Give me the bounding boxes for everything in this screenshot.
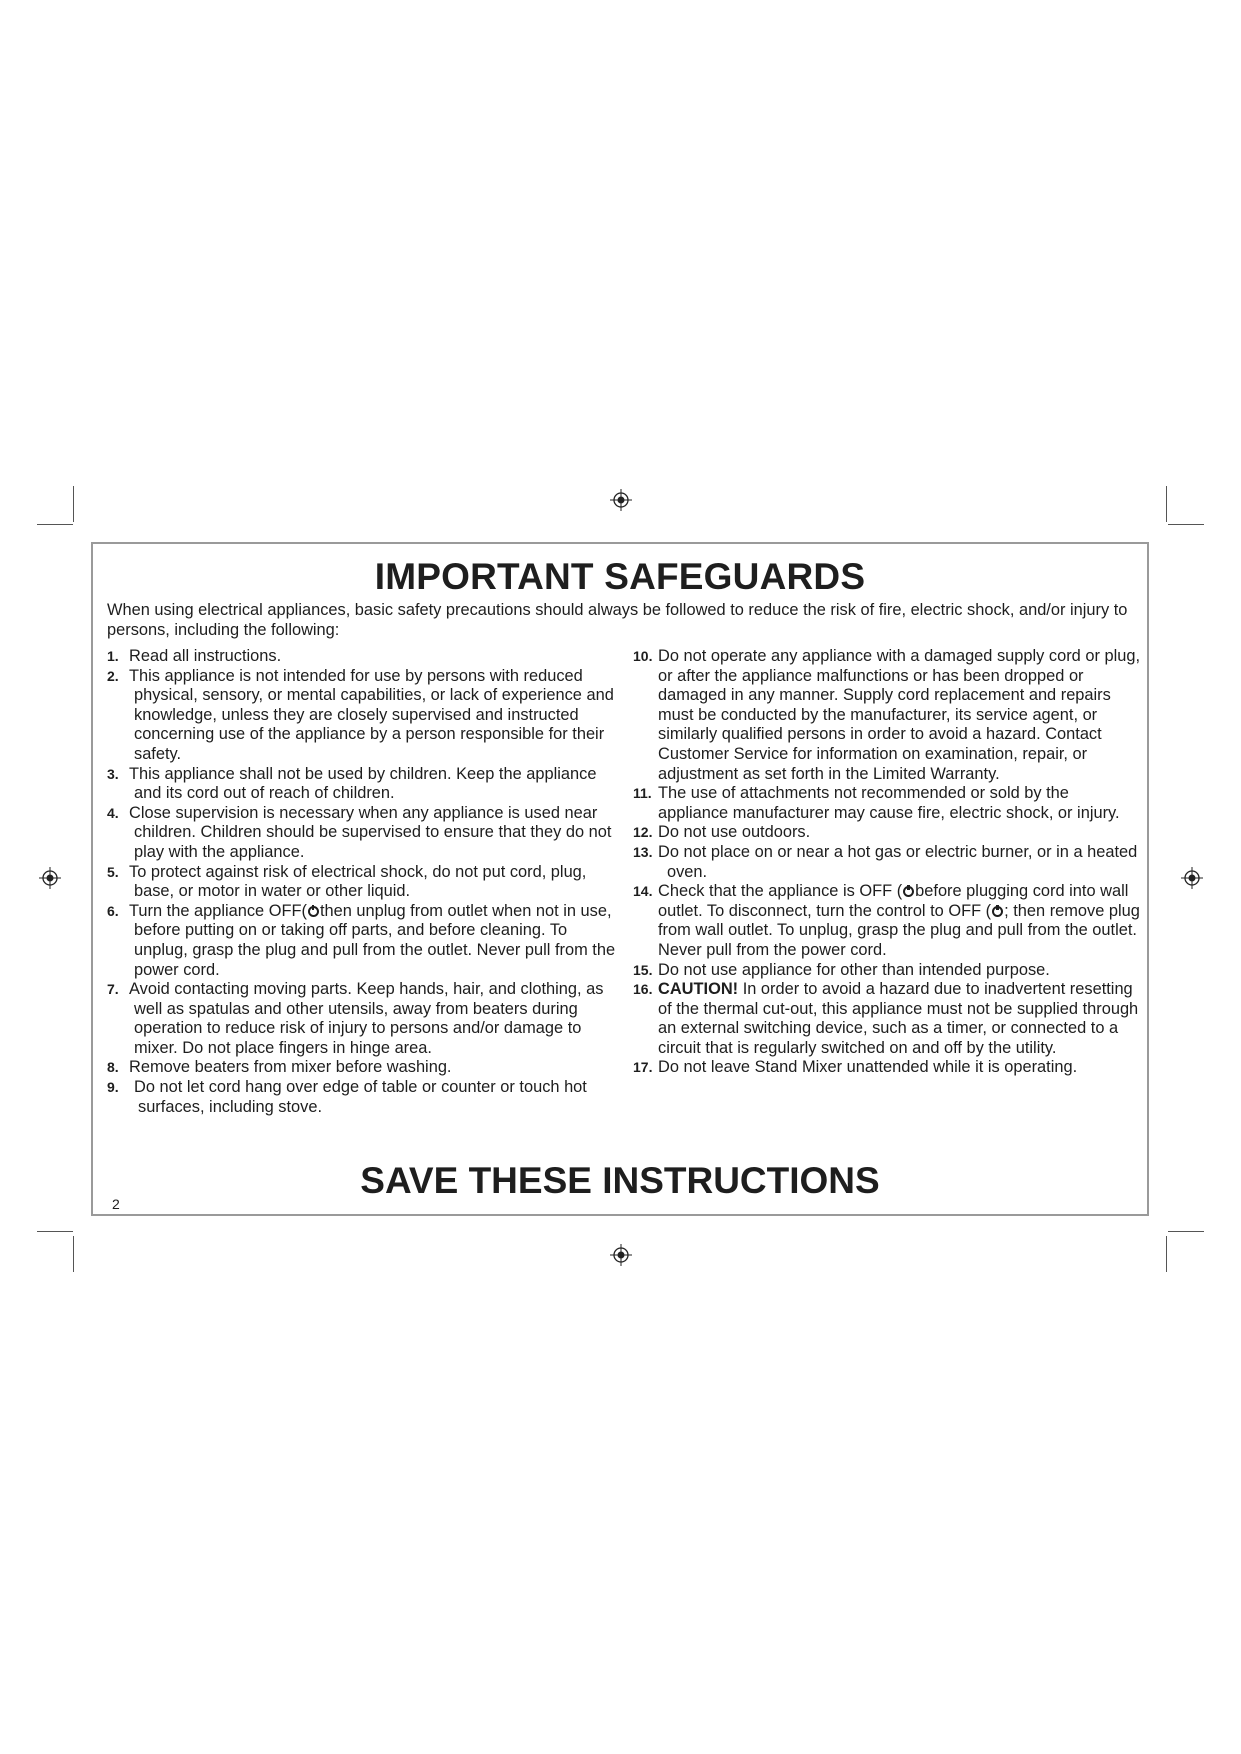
item-number: 11. <box>633 785 652 802</box>
list-item <box>107 667 619 765</box>
item-text <box>129 902 619 980</box>
power-off-icon <box>992 906 1003 917</box>
list-item <box>633 980 1141 1058</box>
item-number: 14. <box>633 883 653 900</box>
power-off-icon <box>308 906 319 917</box>
crop-mark <box>73 486 74 522</box>
page-number: 2 <box>112 1196 120 1212</box>
list-item <box>107 863 619 902</box>
item-number: 12. <box>633 824 653 841</box>
item-text <box>658 980 1141 1058</box>
registration-mark-icon <box>1181 867 1203 889</box>
safeguards-panel <box>91 542 1149 1216</box>
item-text-part: ; then remove plug from wall outlet. To unplug, grasp the plug and pull from the outlet. Never pull from the power cord. <box>658 901 1140 959</box>
item-number: 16. <box>633 981 653 998</box>
item-number: 3. <box>107 765 119 782</box>
item-text: Do not operate any appliance with a damaged supply cord or plug, or after the appliance malfunctions or has been dropped or damaged in any manner. Supply cord replacement and repairs must be conducted by the manufacturer, its service agent, or similarly qualified persons in order to avoid a hazard. Contact Customer Service for information on examination, repair, or adjustment as set forth in the Limited Warranty. <box>658 647 1141 783</box>
safeguards-list-right <box>633 647 1141 1078</box>
power-off-icon <box>903 886 914 897</box>
item-text-part: then unplug from outlet when not in use, before putting on or taking off parts, and before cleaning. To unplug, grasp the plug and pull from the outlet. Never pull from the power cord. <box>134 901 616 979</box>
item-number: 5. <box>107 863 119 880</box>
crop-mark <box>1168 1231 1204 1232</box>
list-item <box>107 1058 619 1078</box>
save-instructions-heading: SAVE THESE INSTRUCTIONS <box>360 1160 880 1201</box>
registration-mark-icon <box>610 489 632 511</box>
item-text: Read all instructions. <box>129 647 282 665</box>
item-text-part: before plugging cord into wall outlet. To disconnect, turn the control to OFF ( <box>658 882 1129 920</box>
list-item <box>633 647 1141 784</box>
item-number: 6. <box>107 902 119 919</box>
caution-label: CAUTION! <box>658 980 739 999</box>
crop-mark <box>1166 486 1167 522</box>
item-text-part: Check that the appliance is OFF ( <box>658 882 903 901</box>
list-item <box>107 902 619 980</box>
list-item <box>107 765 619 804</box>
item-text: The use of attachments not recommended or sold by the appliance manufacturer may cause fire, electric shock, or injury. <box>658 784 1120 822</box>
item-text: Do not let cord hang over edge of table or counter or touch hot surfaces, including stove. <box>134 1078 587 1116</box>
safeguards-list-left <box>107 647 619 1117</box>
item-text-part: In order to avoid a hazard due to inadvertent resetting of the thermal cut-out, this appliance must not be supplied through an external switching device, such as a timer, or connected to a circuit that is regularly switched on and off by the utility. <box>658 980 1139 1057</box>
crop-mark <box>1168 524 1204 525</box>
item-text: This appliance is not intended for use by persons with reduced physical, sensory, or mental capabilities, or lack of experience and knowledge, unless they are closely supervised and instructed concerning use of the appliance by a person responsible for their safety. <box>129 666 614 763</box>
intro-text: When using electrical appliances, basic safety precautions should always be followed to reduce the risk of fire, electric shock, and/or injury to persons, including the following: <box>107 601 1128 639</box>
item-text: Avoid contacting moving parts. Keep hands, hair, and clothing, as well as spatulas and other utensils, away from beaters during operation to reduce risk of injury to persons and/or damage to mixer. Do not place fingers in hinge area. <box>129 980 604 1057</box>
crop-mark <box>1166 1236 1167 1272</box>
item-text <box>658 882 1141 960</box>
list-item <box>633 961 1141 981</box>
list-item <box>107 804 619 863</box>
registration-mark-icon <box>610 1244 632 1266</box>
item-number: 8. <box>107 1059 119 1076</box>
item-text: Close supervision is necessary when any appliance is used near children. Children should be supervised to ensure that they do not play with the appliance. <box>129 803 612 861</box>
item-number: 1. <box>107 648 119 664</box>
item-text: This appliance shall not be used by children. Keep the appliance and its cord out of reach of children. <box>129 764 597 803</box>
crop-mark <box>73 1236 74 1272</box>
item-text: Remove beaters from mixer before washing. <box>129 1058 452 1077</box>
item-number: 10. <box>633 648 653 664</box>
list-item <box>107 647 619 667</box>
crop-mark <box>37 1231 73 1232</box>
list-item <box>633 1058 1141 1078</box>
item-text: To protect against risk of electrical shock, do not put cord, plug, base, or motor in water or other liquid. <box>129 862 587 901</box>
list-item <box>107 980 619 1058</box>
registration-mark-icon <box>39 867 61 889</box>
item-number: 2. <box>107 667 119 684</box>
item-number: 4. <box>107 804 119 821</box>
item-text: Do not use appliance for other than intended purpose. <box>658 960 1050 979</box>
item-text: Do not use outdoors. <box>658 823 811 842</box>
item-number: 17. <box>633 1059 653 1076</box>
item-text: Do not place on or near a hot gas or electric burner, or in a heated oven. <box>658 842 1138 881</box>
list-item <box>633 882 1141 960</box>
item-text: Do not leave Stand Mixer unattended while it is operating. <box>658 1058 1078 1077</box>
list-item <box>633 823 1141 843</box>
list-item <box>107 1078 619 1117</box>
page-title: IMPORTANT SAFEGUARDS <box>374 556 866 597</box>
item-number: 7. <box>107 981 119 998</box>
item-text-part: Turn the appliance OFF( <box>129 901 307 920</box>
item-number: 15. <box>633 961 653 978</box>
list-item <box>633 784 1141 823</box>
list-item <box>633 843 1141 882</box>
item-number: 13. <box>633 843 653 860</box>
item-number: 9. <box>107 1079 119 1096</box>
crop-mark <box>37 524 73 525</box>
